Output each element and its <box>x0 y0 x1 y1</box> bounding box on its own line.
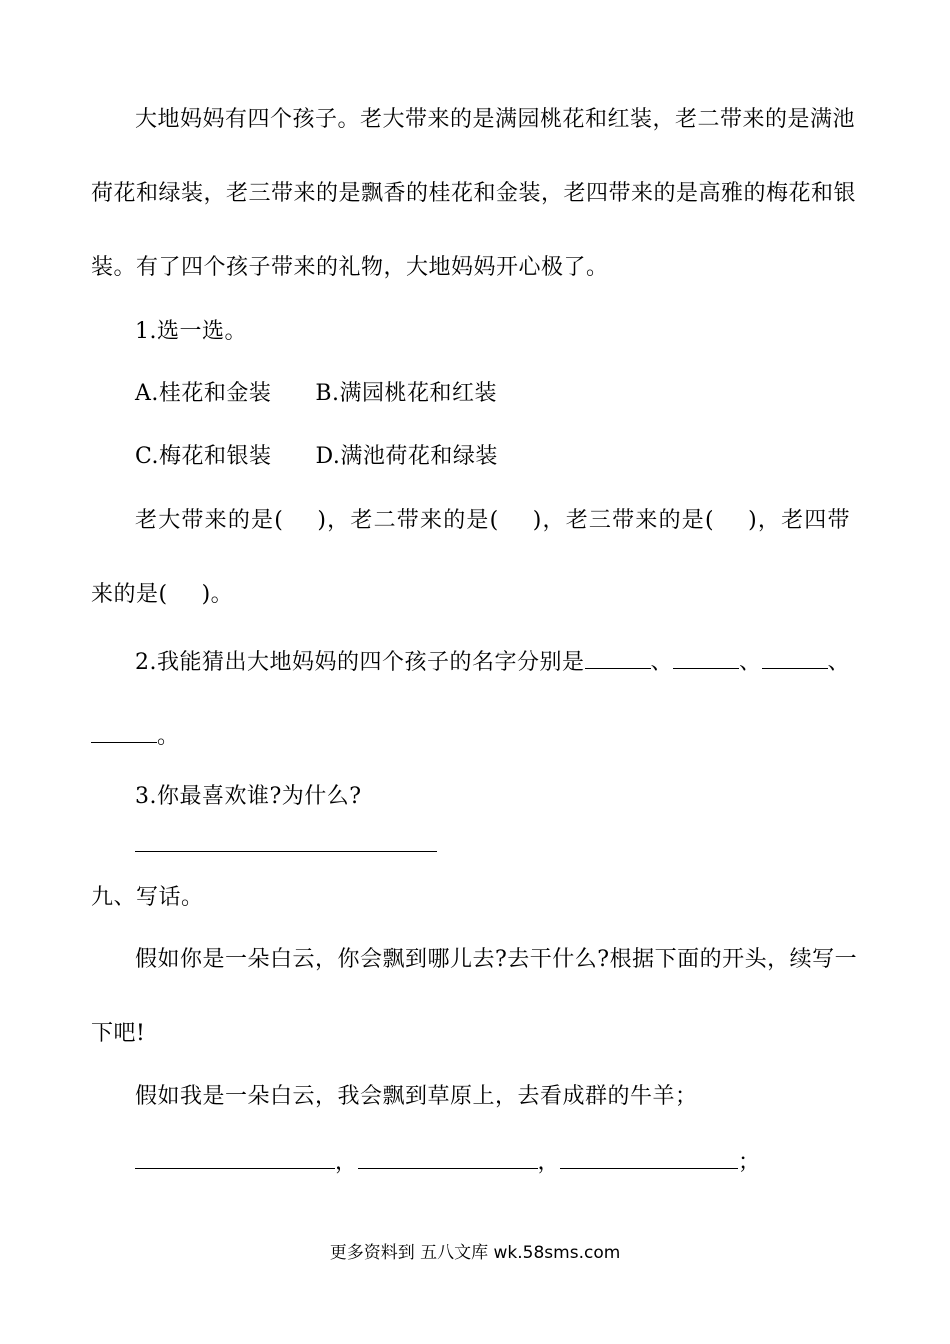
separator: 、 <box>827 650 851 675</box>
fill-text: )，老四带 <box>748 508 851 533</box>
writing-blanks-row <box>135 1146 761 1178</box>
q1-fill-line-2 <box>91 580 233 610</box>
passage-line-2: 荷花和绿装，老三带来的是飘香的桂花和金装，老四带来的是高雅的梅花和银 <box>91 181 857 206</box>
option-b: B.满园桃花和红装 <box>315 381 498 406</box>
option-d: D.满池荷花和绿装 <box>315 444 498 469</box>
passage-line-1: 大地妈妈有四个孩子。老大带来的是满园桃花和红装，老二带来的是满池 <box>135 107 856 132</box>
name-blank-2[interactable] <box>673 646 739 669</box>
name-blank-4[interactable] <box>91 720 157 743</box>
writing-blank-3[interactable] <box>560 1146 738 1169</box>
comma: ， <box>537 1150 561 1175</box>
option-a: A.桂花和金装 <box>135 381 272 406</box>
fill-text: 老大带来的是( <box>135 508 284 533</box>
name-blank-1[interactable] <box>585 646 651 669</box>
fill-text: 来的是( <box>91 582 168 607</box>
q1-options-row-2 <box>135 442 498 472</box>
fill-text: )，老三带来的是( <box>532 508 715 533</box>
writing-blank-1[interactable] <box>135 1146 335 1169</box>
writing-start: 假如我是一朵白云，我会飘到草原上，去看成群的牛羊； <box>135 1084 698 1109</box>
option-c: C.梅花和银装 <box>135 444 272 469</box>
q2-text: 2.我能猜出大地妈妈的四个孩子的名字分别是 <box>135 650 585 675</box>
q3-text: 3.你最喜欢谁?为什么? <box>135 784 362 809</box>
q2-line-2 <box>91 720 180 752</box>
period: 。 <box>157 724 180 749</box>
footer-source: 更多资料到 五八文库 wk.58sms.com <box>329 1243 621 1263</box>
passage-line-3: 装。有了四个孩子带来的礼物，大地妈妈开心极了。 <box>91 255 609 280</box>
q1-title: 1.选一选。 <box>135 319 247 344</box>
section-9-title: 九、写话。 <box>91 885 204 910</box>
separator: 、 <box>650 650 674 675</box>
q1-fill-line-1 <box>135 506 850 536</box>
fill-text: )，老二带来的是( <box>317 508 499 533</box>
writing-prompt-line-1: 假如你是一朵白云，你会飘到哪儿去?去干什么?根据下面的开头，续写一 <box>135 947 858 972</box>
comma: ， <box>335 1150 358 1175</box>
name-blank-3[interactable] <box>762 646 828 669</box>
q1-options-row-1 <box>135 379 497 409</box>
writing-blank-2[interactable] <box>358 1146 538 1169</box>
q3-answer-line[interactable] <box>135 851 437 852</box>
q2-line-1 <box>135 646 850 678</box>
separator: 、 <box>739 650 762 675</box>
semicolon: ； <box>738 1150 761 1175</box>
writing-prompt-line-2: 下吧! <box>91 1021 146 1046</box>
fill-text: )。 <box>201 582 234 607</box>
